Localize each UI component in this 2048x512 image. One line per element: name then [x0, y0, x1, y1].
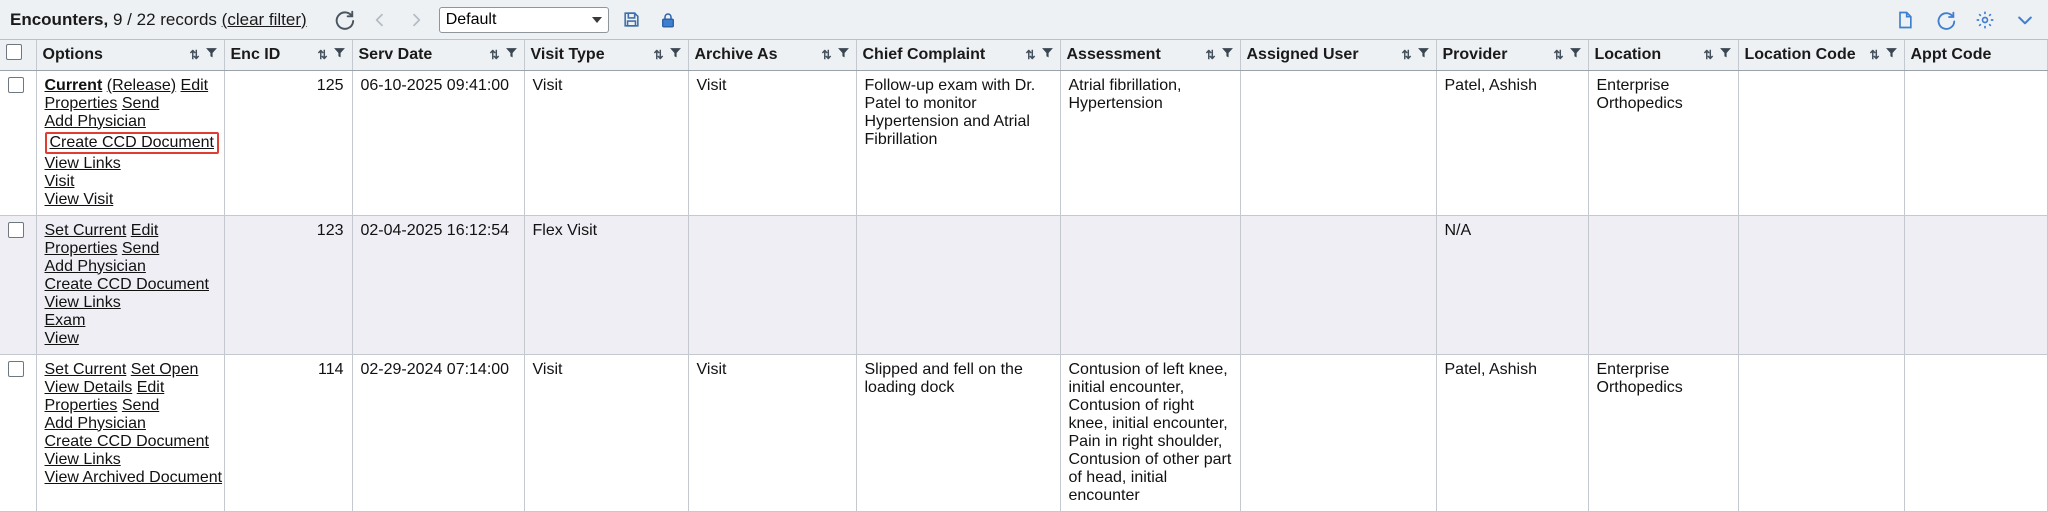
location-cell: Enterprise Orthopedics [1588, 70, 1738, 215]
table-row[interactable] [0, 215, 2048, 354]
option-link-properties[interactable]: Properties [44, 396, 118, 414]
refresh-icon[interactable] [331, 7, 357, 33]
location-cell: Enterprise Orthopedics [1588, 354, 1738, 511]
option-link-send[interactable]: Send [121, 396, 160, 414]
column-header-options[interactable] [36, 40, 224, 70]
filter-icon[interactable] [505, 46, 518, 64]
filter-icon[interactable] [1885, 46, 1898, 64]
option-link-add-physician[interactable]: Add Physician [44, 414, 146, 432]
row-checkbox[interactable] [8, 77, 24, 93]
appt-code-cell [1904, 70, 2048, 215]
options-cell [36, 354, 224, 511]
options-line [45, 415, 216, 433]
column-header-visit-type[interactable] [524, 40, 688, 70]
appt-code-cell [1904, 215, 2048, 354]
table-row[interactable] [0, 70, 2048, 215]
location-code-cell [1738, 70, 1904, 215]
option-link-add-physician[interactable]: Add Physician [44, 257, 146, 275]
visit-type-cell: Visit [524, 70, 688, 215]
options-line [45, 155, 216, 173]
options-line [45, 397, 216, 415]
option-link-edit[interactable]: Edit [136, 378, 165, 396]
options-line [45, 312, 216, 330]
filter-icon[interactable] [837, 46, 850, 64]
table-row[interactable] [0, 354, 2048, 511]
option-link-create-ccd-document[interactable]: Create CCD Document [49, 133, 214, 151]
provider-cell: Patel, Ashish [1436, 354, 1588, 511]
filter-icon[interactable] [1221, 46, 1234, 64]
gear-icon[interactable] [1972, 7, 1998, 33]
options-line [45, 222, 216, 240]
sort-icon[interactable]: ⇅ [653, 47, 664, 62]
options-line [45, 330, 216, 348]
chevron-down-icon[interactable] [2012, 7, 2038, 33]
select-all-checkbox[interactable] [6, 44, 22, 60]
option-link-view-details[interactable]: View Details [44, 378, 133, 396]
option-link-view-visit[interactable]: View Visit [44, 190, 114, 208]
column-label: Visit Type [530, 45, 605, 63]
chief-complaint-cell [856, 215, 1060, 354]
create-ccd-highlight [45, 132, 220, 154]
options-cell [36, 215, 224, 354]
column-label: Appt Code [1910, 45, 1992, 63]
visit-type-cell: Visit [524, 354, 688, 511]
sort-icon[interactable]: ⇅ [1205, 47, 1216, 62]
column-header-archive-as[interactable] [688, 40, 856, 70]
options-line [45, 379, 216, 397]
toolbar [0, 0, 2048, 40]
enc-id-cell: 123 [224, 215, 352, 354]
option-link-create-ccd-document[interactable]: Create CCD Document [44, 432, 209, 450]
location-code-cell [1738, 215, 1904, 354]
option-link-visit[interactable]: Visit [44, 172, 75, 190]
chief-complaint-cell: Slipped and fell on the loading dock [856, 354, 1060, 511]
visit-type-cell: Flex Visit [524, 215, 688, 354]
location-cell [1588, 215, 1738, 354]
options-cell [36, 70, 224, 215]
archive-as-cell: Visit [688, 70, 856, 215]
option-link-view-links[interactable]: View Links [44, 154, 121, 172]
provider-cell: N/A [1436, 215, 1588, 354]
column-header-appt-code[interactable] [1904, 40, 2048, 70]
column-label: Chief Complaint [862, 45, 986, 63]
options-line [45, 95, 216, 113]
option-link-set-current[interactable]: Set Current [44, 221, 127, 239]
option-link-set-current[interactable]: Set Current [44, 360, 127, 378]
table-header-row [0, 40, 2048, 70]
options-line [45, 77, 216, 95]
sort-icon[interactable]: ⇅ [1869, 47, 1880, 62]
options-line [45, 294, 216, 312]
option-link-set-open[interactable]: Set Open [130, 360, 199, 378]
sort-icon[interactable]: ⇅ [1703, 47, 1714, 62]
encounters-table [0, 40, 2048, 512]
sort-icon[interactable]: ⇅ [1025, 47, 1036, 62]
row-checkbox[interactable] [8, 222, 24, 238]
options-line [45, 258, 216, 276]
column-header-chief-complaint[interactable] [856, 40, 1060, 70]
option-link-view-archived-document[interactable]: View Archived Document [44, 468, 223, 486]
options-line [45, 240, 216, 258]
appt-code-cell [1904, 354, 2048, 511]
option-link-create-ccd-document[interactable]: Create CCD Document [44, 275, 209, 293]
options-line [44, 468, 223, 487]
option-link-current[interactable]: Current [44, 76, 103, 94]
sort-icon[interactable]: ⇅ [1553, 47, 1564, 62]
clear-filter-link[interactable]: (clear filter) [221, 9, 307, 29]
column-label: Options [42, 45, 103, 63]
record-count: 9 / 22 records [112, 9, 217, 29]
new-document-icon[interactable] [1892, 7, 1918, 33]
assigned-user-cell [1240, 354, 1436, 511]
assigned-user-cell [1240, 70, 1436, 215]
row-select-cell [0, 354, 36, 511]
location-code-cell [1738, 354, 1904, 511]
column-header-enc-id[interactable] [224, 40, 352, 70]
lock-icon[interactable] [655, 7, 681, 33]
serv-date-cell: 02-29-2024 07:14:00 [352, 354, 524, 511]
filter-icon[interactable] [205, 46, 218, 64]
sort-icon[interactable]: ⇅ [821, 47, 832, 62]
column-label: Archive As [694, 45, 778, 63]
option-link-release[interactable]: (Release) [106, 76, 177, 94]
option-link-properties[interactable]: Properties [44, 94, 118, 112]
view-select[interactable] [439, 7, 609, 33]
toolbar-right-group [1892, 0, 2038, 40]
option-link-exam[interactable]: Exam [44, 311, 86, 329]
column-header-assessment[interactable] [1060, 40, 1240, 70]
previous-arrow-icon[interactable] [367, 7, 393, 33]
filter-icon[interactable] [1719, 46, 1732, 64]
filter-icon[interactable] [669, 46, 682, 64]
filter-icon[interactable] [1569, 46, 1582, 64]
select-all-header [0, 40, 36, 70]
filter-icon[interactable] [1041, 46, 1054, 64]
archive-as-cell: Visit [688, 354, 856, 511]
options-line [45, 131, 216, 155]
filter-icon[interactable] [333, 46, 346, 64]
sort-icon[interactable]: ⇅ [317, 47, 328, 62]
column-header-serv-date[interactable] [352, 40, 524, 70]
sync-icon[interactable] [1932, 7, 1958, 33]
sort-icon[interactable]: ⇅ [1401, 47, 1412, 62]
option-link-view[interactable]: View [44, 329, 79, 347]
column-label: Serv Date [358, 45, 433, 63]
column-label: Enc ID [230, 45, 281, 63]
sort-icon[interactable]: ⇅ [489, 47, 500, 62]
sort-icon[interactable]: ⇅ [189, 47, 200, 62]
option-link-edit[interactable]: Edit [180, 76, 209, 94]
column-label: Assigned User [1246, 45, 1359, 63]
option-link-view-links[interactable]: View Links [44, 293, 121, 311]
filter-icon[interactable] [1417, 46, 1430, 64]
save-icon[interactable] [619, 7, 645, 33]
assessment-cell: Atrial fibrillation, Hypertension [1060, 70, 1240, 215]
enc-id-cell: 114 [224, 354, 352, 511]
serv-date-cell: 02-04-2025 16:12:54 [352, 215, 524, 354]
table-body [0, 70, 2048, 511]
column-header-location-code[interactable] [1738, 40, 1904, 70]
column-header-assigned-user[interactable] [1240, 40, 1436, 70]
assessment-cell: Contusion of left knee, initial encounter, Contusion of right knee, initial encounter, Pain in right shoulder, Contusion of other part of head, initial encounter [1060, 354, 1240, 511]
column-label: Location [1594, 45, 1662, 63]
column-label: Assessment [1066, 45, 1161, 63]
column-label: Location Code [1744, 45, 1856, 63]
assigned-user-cell [1240, 215, 1436, 354]
enc-id-cell: 125 [224, 70, 352, 215]
option-link-send[interactable]: Send [121, 239, 160, 257]
options-line [45, 433, 216, 451]
provider-cell: Patel, Ashish [1436, 70, 1588, 215]
chevron-down-icon [592, 17, 602, 23]
column-label: Provider [1442, 45, 1508, 63]
page-title-prefix: Encounters, [10, 9, 109, 29]
options-line [45, 191, 216, 209]
option-link-add-physician[interactable]: Add Physician [44, 112, 146, 130]
options-line [45, 173, 216, 191]
options-line [45, 113, 216, 131]
option-link-properties[interactable]: Properties [44, 239, 118, 257]
row-checkbox[interactable] [8, 361, 24, 377]
options-line [45, 276, 216, 294]
option-link-edit[interactable]: Edit [130, 221, 159, 239]
view-select-value: Default [445, 10, 497, 28]
assessment-cell [1060, 215, 1240, 354]
chief-complaint-cell: Follow-up exam with Dr. Patel to monitor Hypertension and Atrial Fibrillation [856, 70, 1060, 215]
options-line [45, 451, 216, 469]
archive-as-cell [688, 215, 856, 354]
option-link-view-links[interactable]: View Links [44, 450, 121, 468]
column-header-location[interactable] [1588, 40, 1738, 70]
option-link-send[interactable]: Send [121, 94, 160, 112]
row-select-cell [0, 215, 36, 354]
options-line [45, 361, 216, 379]
next-arrow-icon[interactable] [403, 7, 429, 33]
column-header-provider[interactable] [1436, 40, 1588, 70]
serv-date-cell: 06-10-2025 09:41:00 [352, 70, 524, 215]
page-title [10, 10, 307, 30]
row-select-cell [0, 70, 36, 215]
